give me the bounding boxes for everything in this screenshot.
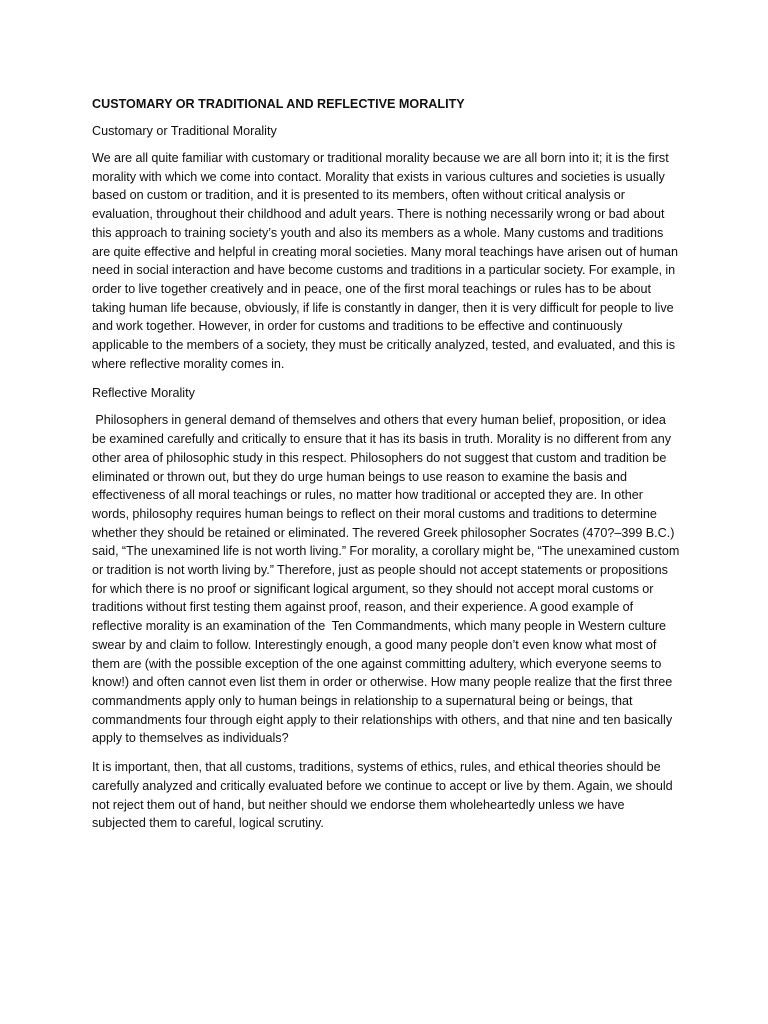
section-heading-customary: Customary or Traditional Morality bbox=[92, 124, 277, 138]
section-heading-reflective: Reflective Morality bbox=[92, 386, 195, 401]
paragraph-customary-1: We are all quite familiar with customary or traditional morality because we are all born into it; it is the first morality with which we come into contact. Morality that exists in various cultures and societies is usually based on custom or tradition, and it is presented to its members, often without critical analysis or evaluation, throughout their childhood and adult years. There is nothing necessarily wrong or bad about this approach to training society’s youth and also its members as a whole. Many customs and traditions are quite effective and helpful in creating moral societies. Many moral teachings have arisen out of human need in social interaction and have become customs and traditions in a particular society. For example, in order to live together creatively and in peace, one of the first moral teachings or rules has to be about taking human life because, obviously, if life is constantly in danger, then it is very difficult for people to live and work together. However, in order for customs and traditions to be effective and continuously applicable to the members of a society, they must be critically analyzed, tested, and evaluated, and this is where reflective morality comes in. bbox=[92, 151, 679, 371]
document-page bbox=[92, 95, 683, 844]
document-title: CUSTOMARY OR TRADITIONAL AND REFLECTIVE MORALITY bbox=[92, 97, 465, 111]
paragraph-reflective-1: Philosophers in general demand of themselves and others that every human belief, proposition, or idea be examined carefully and critically to ensure that it has its basis in truth. Morality is no different from any other area of philosophic study in this respect. Philosophers do not suggest that custom and tradition be eliminated or thrown out, but they do urge human beings to use reason to examine the basis and effectiveness of all moral teachings or rules, no matter how traditional or accepted they are. In other words, philosophy requires human beings to reflect on their moral customs and traditions to determine whether they should be retained or eliminated. The revered Greek philosopher Socrates (470?–399 B.C.) said, “The unexamined life is not worth living.” For morality, a corollary might be, “The unexamined custom or tradition is not worth living by.” Therefore, just as people should not accept statements or propositions for which there is no proof or significant logical argument, so they should not accept moral customs or traditions without first testing them against proof, reason, and their experience. A good example of reflective morality is an examination of the Ten Commandments, which many people in Western culture swear by and claim to follow. Interestingly enough, a good many people don’t even know what most of them are (with the possible exception of the one against committing adultery, which everyone seems to know!) and often cannot even list them in order or otherwise. How many people realize that the first three commandments apply only to human beings in relationship to a supernatural being or beings, that commandments four through eight apply to their relationships with others, and that nine and ten basically apply to themselves as individuals? bbox=[92, 413, 683, 746]
paragraph-reflective-2: It is important, then, that all customs, traditions, systems of ethics, rules, and ethical theories should be carefully analyzed and critically evaluated before we continue to accept or live by them. Again, we should not reject them out of hand, but neither should we endorse them wholeheartedly unless we have subjected them to careful, logical scrutiny. bbox=[92, 760, 673, 831]
